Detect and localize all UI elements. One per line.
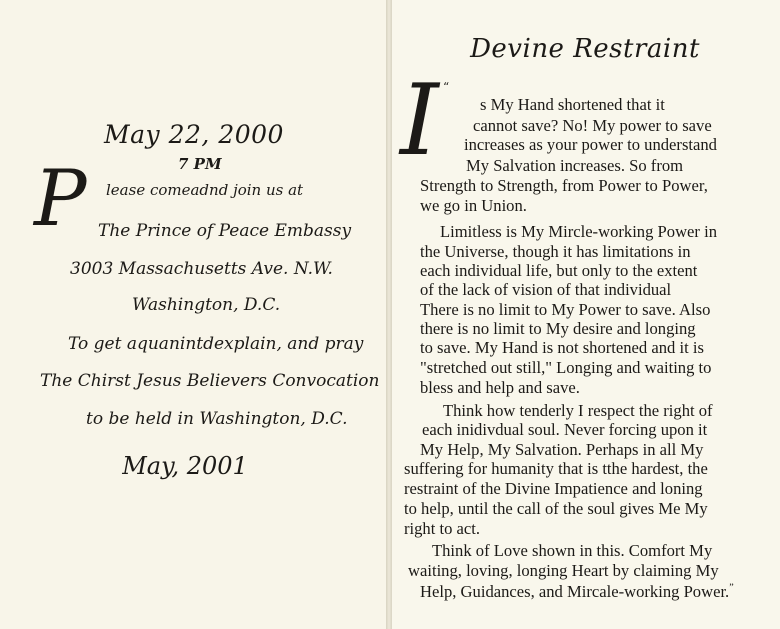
invitation-line: lease comeadnd join us at: [106, 181, 304, 199]
open-quote: “: [443, 80, 450, 94]
invitation-line: 3003 Massachusetts Ave. N.W.: [70, 259, 333, 279]
invitation-date: May 22, 2000: [104, 120, 284, 149]
poem-line: bless and help and save.: [420, 378, 580, 397]
poem-line: Think how tenderly I respect the right of: [443, 401, 713, 420]
invitation-line: to be held in Washington, D.C.: [86, 409, 348, 429]
poem-line: restraint of the Divine Impatience and loning: [404, 479, 703, 498]
poem-title: Devine Restraint: [470, 34, 700, 64]
poem-line: the Universe, though it has limitations in: [420, 242, 691, 261]
poem-line: Strength to Strength, from Power to Power,: [420, 176, 708, 195]
poem-line: cannot save? No! My power to save: [473, 116, 712, 135]
invitation-line: To get aquanintdexplain, and pray: [68, 334, 364, 354]
poem-line: suffering for humanity that is tthe hardest, the: [404, 459, 708, 478]
poem-line: there is no limit to My desire and longing: [420, 319, 696, 338]
poem-line: increases as your power to understand: [464, 135, 717, 154]
invitation-line: Washington, D.C.: [132, 295, 281, 315]
poem-line: we go in Union.: [420, 196, 527, 215]
poem-line: right to act.: [404, 519, 481, 538]
event-date: May, 2001: [122, 452, 248, 480]
poem-line: Think of Love shown in this. Comfort My: [432, 541, 713, 560]
invitation-time: 7 PM: [178, 155, 222, 173]
poem-line: to help, until the call of the soul gives Me My: [404, 499, 708, 518]
invitation-line: The Prince of Peace Embassy: [98, 221, 352, 241]
poem-line: My Salvation increases. So from: [466, 156, 684, 175]
poem-line: "stretched out still," Longing and waiting to: [420, 358, 712, 377]
close-quote: ”: [729, 582, 734, 594]
poem-line: Limitless is My Mircle-working Power in: [440, 222, 717, 241]
poem-drop-cap: I: [400, 64, 439, 178]
poem-line-last: [420, 582, 734, 602]
poem-line: My Help, My Salvation. Perhaps in all My: [420, 440, 704, 459]
poem-line: each individual life, but only to the extent: [420, 261, 698, 280]
poem-last-line-text: Help, Guidances, and Mircale-working Power.: [420, 582, 730, 601]
poem-line: waiting, loving, longing Heart by claiming My: [408, 561, 719, 580]
invitation-drop-cap: P: [34, 154, 87, 244]
poem-line: of the lack of vision of that individual: [420, 280, 672, 299]
poem-line: each inidivdual soul. Never forcing upon it: [422, 420, 708, 439]
invitation-line: The Chirst Jesus Believers Convocation: [40, 371, 380, 391]
card-fold: [386, 0, 392, 629]
poem-line: s My Hand shortened that it: [480, 95, 665, 114]
poem-line: There is no limit to My Power to save. Also: [420, 300, 711, 319]
poem-line: to save. My Hand is not shortened and it is: [420, 338, 704, 357]
